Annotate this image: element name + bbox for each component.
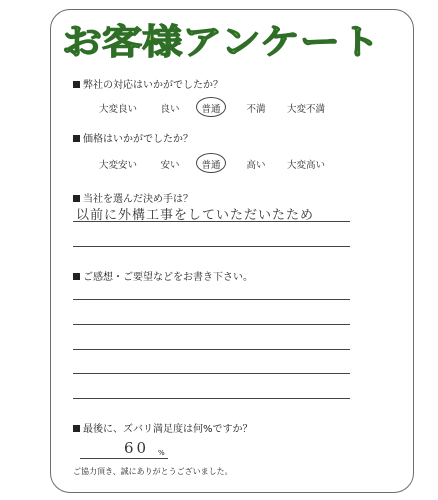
option-price-cheap[interactable]: 安い	[160, 160, 180, 171]
question-satisfaction	[73, 420, 253, 435]
option-price-expensive[interactable]: 高い	[246, 160, 266, 171]
bullet-square-icon	[73, 425, 80, 432]
survey-title	[58, 14, 388, 64]
option-service-dissatisfied[interactable]: 不満	[246, 104, 266, 115]
option-service-very-dissatisfied[interactable]: 大変不満	[286, 104, 326, 115]
question-comments	[73, 268, 253, 283]
question-reason	[73, 190, 193, 205]
footer-thanks: ご協力頂き、誠にありがとうございました。	[73, 467, 233, 476]
bullet-square-icon	[73, 81, 80, 88]
percent-unit: %	[158, 449, 165, 457]
bullet-square-icon	[73, 135, 80, 142]
question-reason-label: 当社を選んだ決め手は？	[83, 194, 193, 205]
option-service-very-good[interactable]: 大変良い	[98, 104, 138, 115]
answer-line[interactable]	[73, 246, 350, 247]
comment-line[interactable]	[73, 398, 350, 399]
question-comments-label: ご感想・ご要望などをお書き下さい。	[83, 272, 253, 283]
satisfaction-line[interactable]	[80, 458, 168, 459]
bullet-square-icon	[73, 273, 80, 280]
comment-line[interactable]	[73, 299, 350, 300]
reason-answer: 以前に外構工事をしていただいたため	[76, 208, 315, 223]
question-service	[73, 76, 223, 91]
question-service-label: 弊社の対応はいかがでしたか？	[83, 80, 223, 91]
satisfaction-answer: 60	[124, 439, 150, 457]
comment-line[interactable]	[73, 373, 350, 374]
comment-line[interactable]	[73, 349, 350, 350]
option-service-good[interactable]: 良い	[160, 104, 180, 115]
comment-line[interactable]	[73, 324, 350, 325]
title-text: お客様アンケート	[62, 23, 380, 63]
question-price-label: 価格はいかがでしたか？	[83, 134, 193, 145]
question-price	[73, 130, 193, 145]
option-price-very-cheap[interactable]: 大変安い	[98, 160, 138, 171]
bullet-square-icon	[73, 195, 80, 202]
option-service-normal[interactable]: 普通	[201, 104, 221, 115]
answer-line[interactable]	[73, 221, 350, 222]
option-price-very-expensive[interactable]: 大変高い	[286, 160, 326, 171]
question-satisfaction-label: 最後に、ズバリ満足度は何%ですか？	[83, 424, 253, 435]
option-price-normal[interactable]: 普通	[201, 160, 221, 171]
